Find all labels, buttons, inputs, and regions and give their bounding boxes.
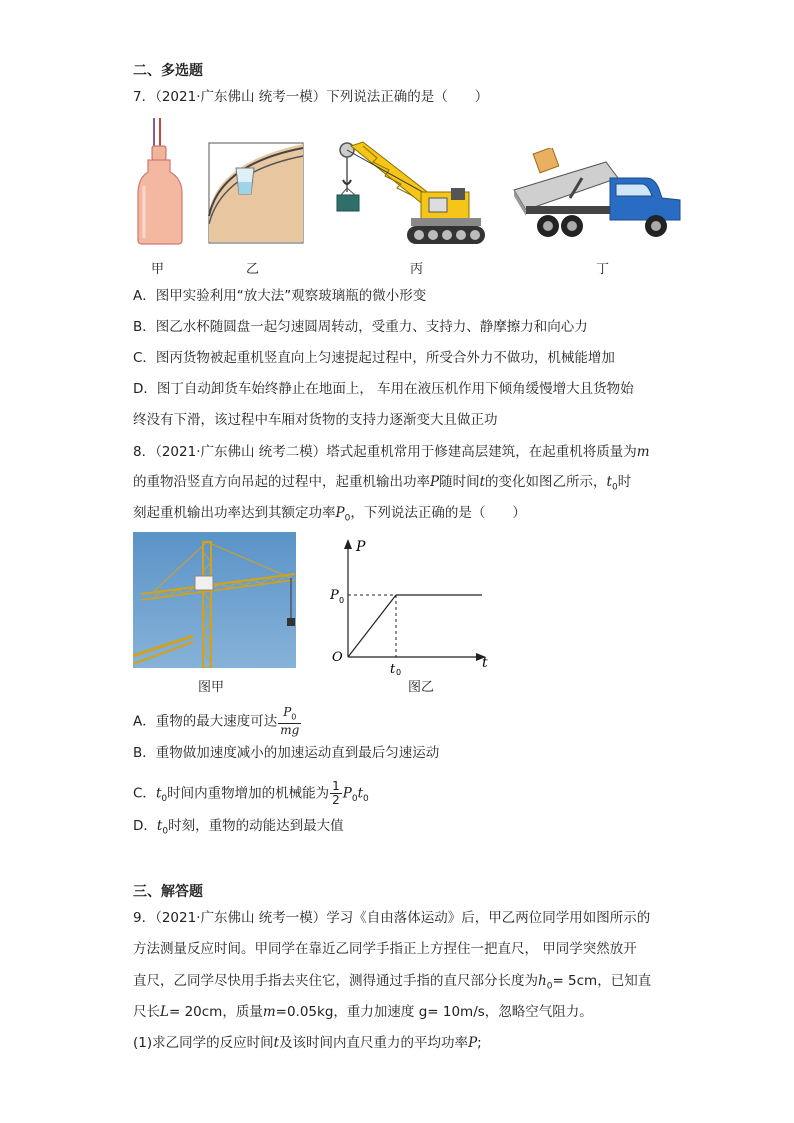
q8-option-a: A．重物的最大速度可达 $\frac{P_0}{mg}$	[133, 705, 300, 738]
q8-option-b: B．重物做加速度减小的加速运动直到最后匀速运动	[133, 745, 440, 761]
q8-stem-line2: 的重物沿竖直方向吊起的过程中，起重机输出功率P随时间t的变化如图乙所示，$t_0$时	[133, 474, 632, 493]
figure-tower-crane-photo	[133, 532, 296, 668]
graph-t0-sub: 0	[396, 668, 402, 675]
fraction-one-half: $\frac{1}{2}$	[332, 779, 340, 807]
caption-figure-b: 图乙	[408, 680, 435, 695]
q7-option-d-line2: 终没有下滑，该过程中车厢对货物的支持力逐渐变大且做正功	[133, 412, 498, 428]
figure-bottle	[134, 116, 186, 246]
fraction-p0-over-mg: $\frac{P_0}{mg}$	[280, 705, 300, 738]
caption-figure-a: 图甲	[198, 680, 225, 695]
graph-y-label: P	[356, 539, 366, 555]
q8-option-d: D．$t_0$时刻，重物的动能达到最大值	[133, 818, 344, 837]
q7-option-b: B．图乙水杯随圆盘一起匀速圆周转动，受重力、支持力、静摩擦力和向心力	[133, 319, 588, 335]
q9-part1: (1)求乙同学的反应时间t及该时间内直尺重力的平均功率P;	[133, 1035, 482, 1051]
q9-stem-line2: 方法测量反应时间。甲同学在靠近乙同学手指正上方捏住一把直尺， 甲同学突然放开	[133, 941, 637, 957]
graph-rising-segment	[348, 595, 396, 657]
graph-t0-label: t	[390, 662, 396, 675]
q7-option-c: C．图丙货物被起重机竖直向上匀速提起过程中，所受合外力不做功，机械能增加	[133, 350, 615, 366]
q8-stem-line3: 刻起重机输出功率达到其额定功率$P_0$，下列说法正确的是（ ）	[133, 505, 526, 524]
q9-stem-line1: 9．（2021·广东佛山 统考一模）学习《自由落体运动》后，甲乙两位同学用如图所示的	[133, 910, 651, 926]
q8-stem-line1: 8．（2021·广东佛山 统考二模）塔式起重机常用于修建高层建筑，在起重机将质量为m	[133, 444, 650, 460]
graph-origin-label: O	[332, 650, 343, 665]
q8-option-c: C．$t_0$时间内重物增加的机械能为 $\frac{1}{2}$ $P_0t_0$	[133, 779, 369, 807]
caption-jia: 甲	[151, 262, 165, 277]
graph-y-arrow	[344, 539, 352, 549]
figure-power-time-graph	[326, 535, 496, 675]
figure-dump-truck	[510, 148, 685, 242]
q9-stem-line3: 直尺，乙同学尽快用手指去夹住它，测得通过手指的直尺部分长度为$h_0= 5cm$，已知直	[133, 973, 652, 992]
q7-option-a: A．图甲实验利用“放大法”观察玻璃瓶的微小形变	[133, 288, 427, 304]
graph-p0-label: P	[330, 588, 339, 603]
caption-ding: 丁	[596, 262, 610, 277]
q7-option-d-line1: D．图丁自动卸货车始终静止在地面上， 车用在液压机作用下倾角缓慢增大且货物始	[133, 381, 634, 397]
q9-stem-line4: 尺长L= 20cm，质量m=0.05kg，重力加速度 g= 10m/s，忽略空气阻力。	[133, 1004, 593, 1020]
q7-stem: 7．（2021·广东佛山 统考一模）下列说法正确的是（ ）	[133, 89, 489, 105]
graph-p0-sub: 0	[339, 596, 345, 605]
figure-crane	[333, 140, 485, 248]
caption-yi: 乙	[246, 262, 260, 277]
section-heading-multiple-choice: 二、多选题	[133, 63, 203, 79]
caption-bing: 丙	[410, 262, 424, 277]
figure-turntable-cup	[208, 142, 304, 244]
section-heading-free-response: 三、解答题	[133, 884, 203, 900]
graph-x-label: t	[482, 655, 488, 671]
